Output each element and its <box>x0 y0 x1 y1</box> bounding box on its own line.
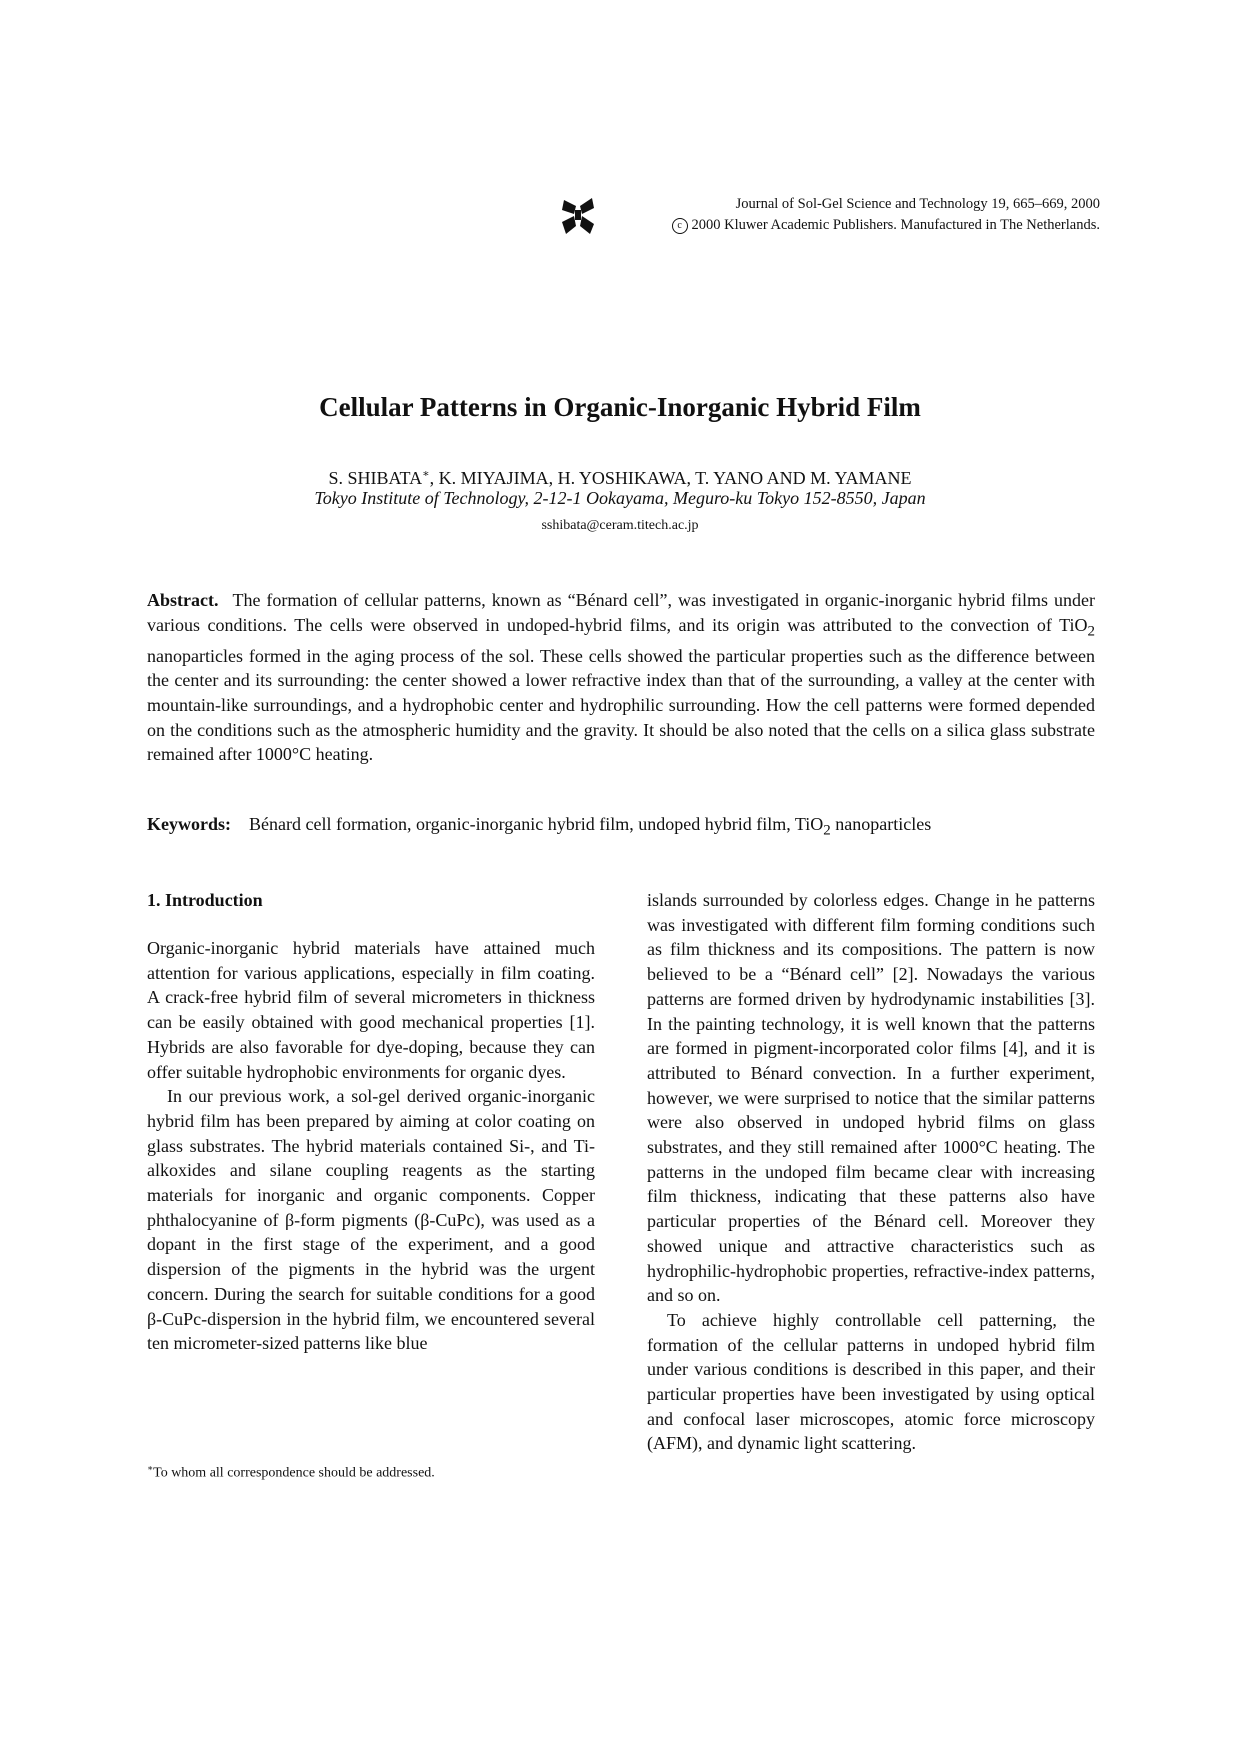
copyright-symbol: c <box>672 218 688 234</box>
abstract <box>147 588 1095 767</box>
abstract-subscript: 2 <box>1087 623 1095 640</box>
footnote-marker: ∗ <box>147 1463 154 1473</box>
footnote <box>147 1458 595 1484</box>
publisher-logo-icon <box>560 196 596 236</box>
intro-paragraph-2-continued: islands surrounded by colorless edges. Change in he patterns was investigated with different film forming conditions such as film thickness and its compositions. The pattern is now believed to be a “Bénard cell” [2]. Nowadays the various patterns are formed driven by hydrodynamic instabilities [3]. In the painting technology, it is well known that the patterns are formed in pigment-incorporated color films [4], and it is attributed to Bénard convection. In a further experiment, however, we were surprised to notice that the similar patterns were also observed in undoped hybrid films on glass substrates, and they still remained after 1000°C heating. The patterns in the undoped film became clear with increasing film thickness, indicating that these patterns also have particular properties of the Bénard cell. Moreover they showed unique and attractive characteristics such as hydrophilic-hydrophobic properties, refractive-index patterns, and so on. <box>647 890 1095 1306</box>
other-authors: , K. MIYAJIMA, H. YOSHIKAWA, T. YANO AND M. YAMANE <box>429 468 912 488</box>
left-column <box>147 888 595 1356</box>
abstract-label: Abstract. <box>147 590 219 610</box>
journal-header <box>560 194 1100 238</box>
contact-email: sshibata@ceram.titech.ac.jp <box>541 518 699 533</box>
paper-title: Cellular Patterns in Organic-Inorganic Hybrid Film <box>319 392 921 422</box>
intro-paragraph-3: To achieve highly controllable cell patterning, the formation of the cellular patterns in undoped hybrid film under various conditions is described in this paper, and their particular properties have been investigated by using optical and confocal laser microscopes, atomic force microscopy (AFM), and dynamic light scattering. <box>647 1309 1095 1454</box>
copyright-text: 2000 Kluwer Academic Publishers. Manufactured in The Netherlands. <box>691 217 1100 233</box>
keywords-text-part1: Bénard cell formation, organic-inorganic hybrid film, undoped hybrid film, TiO <box>249 814 824 834</box>
intro-paragraph-2: In our previous work, a sol-gel derived organic-inorganic hybrid film has been prepared by aiming at color coating on glass substrates. The hybrid materials contained Si-, and Ti-alkoxides and silane coupling reagents as the starting materials for inorganic and organic components. Copper phthalocyanine of β-form pigments (β-CuPc), was used as a dopant in the first stage of the experiment, and a good dispersion of the pigments in the hybrid was the urgent concern. During the search for suitable conditions for a good β-CuPc-dispersion in the hybrid film, we encountered several ten micrometer-sized patterns like blue <box>147 1086 595 1354</box>
keywords <box>147 812 1095 843</box>
section-heading-introduction: 1. Introduction <box>147 890 263 910</box>
abstract-text-part2: nanoparticles formed in the aging process of the sol. These cells showed the particular properties such as the difference between the center and its surrounding: the center showed a lower refractive index than that of the surrounding, a valley at the center with mountain-like surroundings, and a hydrophobic center and hydrophilic surrounding. How the cell patterns were formed depended on the conditions such as the atmospheric humidity and the gravity. It should be also noted that the cells on a silica glass substrate remained after 1000°C heating. <box>147 645 1095 765</box>
journal-citation: Journal of Sol-Gel Science and Technology 19, 665–669, 2000 <box>735 196 1100 212</box>
right-column <box>647 888 1095 1456</box>
corresponding-marker: ∗ <box>422 468 430 480</box>
keywords-label: Keywords: <box>147 814 231 834</box>
intro-paragraph-1: Organic-inorganic hybrid materials have attained much attention for various applications, especially in film coating. A crack-free hybrid film of several micrometers in thickness can be easily obtained with good mechanical properties [1]. Hybrids are also favorable for dye-doping, because they can offer suitable hydrophobic environments for organic dyes. <box>147 938 595 1082</box>
first-author: S. SHIBATA <box>328 468 423 488</box>
footnote-text: To whom all correspondence should be addressed. <box>153 1465 435 1481</box>
affiliation: Tokyo Institute of Technology, 2-12-1 Ookayama, Meguro-ku Tokyo 152-8550, Japan <box>314 488 926 508</box>
copyright-line <box>672 215 1100 236</box>
keywords-text-part2: nanoparticles <box>830 814 932 834</box>
abstract-text-part1: The formation of cellular patterns, known as “Bénard cell”, was investigated in organic-inorganic hybrid films under various conditions. The cells were observed in undoped-hybrid films, and its origin was attributed to the convection of TiO <box>147 590 1095 635</box>
keywords-subscript: 2 <box>823 822 831 839</box>
